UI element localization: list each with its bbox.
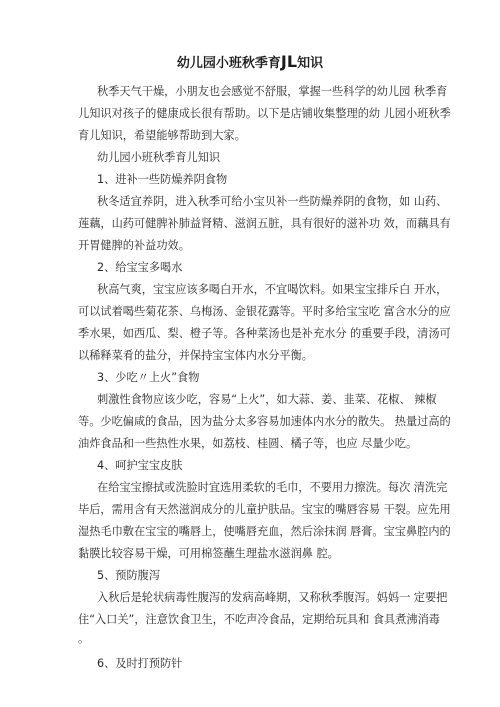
heading-3: 3、少吃〃上火”食物 xyxy=(97,371,200,384)
para-4-line-2: 毕后，需用含有天然滋润成分的儿童护肤品。宝宝的嘴唇容易 干裂。应先用 xyxy=(78,503,451,516)
para-1-line-3: 开胃健脾的补益功效。 xyxy=(78,239,190,252)
para-2-line-4: 以稀释菜肴的盐分，并保持宝宝体内水分平衡。 xyxy=(78,349,313,362)
para-2-line-3: 季水果，如西瓜、梨、橙子等。各种菜汤也是补充水分 的重要手段，清汤可 xyxy=(78,327,451,340)
para-4-line-3: 湿热毛巾敷在宝宝的嘴唇上，使嘴唇充血，然后涂抹润 唇膏。宝宝鼻腔内的 xyxy=(78,525,451,538)
para-4-line-4: 黏膜比较容易干燥，可用棉签蘸生理盐水滋润鼻 腔。 xyxy=(78,547,339,560)
para-5-line-1: 入秋后是轮状病毒性腹泻的发病高峰期，又称秋季腹泻。妈妈一 定要把 xyxy=(97,591,448,604)
heading-1: 1、进补一些防燥养阴食物 xyxy=(97,173,228,186)
intro-line-3: 育儿知识，希望能够帮助到大家。 xyxy=(78,129,246,142)
para-1-line-1: 秋冬适宜养阴，进入秋季可给小宝贝补一些防燥养阴的食物，如 山药、 xyxy=(97,195,448,208)
para-4-line-1: 在给宝宝擦拭或洗脸时宜选用柔软的毛巾，不要用力擦洗。每次 清洗完 xyxy=(97,481,448,494)
intro-line-1: 秋季天气干燥，小朋友也会感觉不舒服，掌握一些科学的幼儿园 秋季育 xyxy=(97,85,448,98)
para-2-line-1: 秋高气爽，宝宝应该多喝白开水，不宜喝饮料。如果宝宝排斥白 开水， xyxy=(97,283,448,296)
heading-4: 4、呵护宝宝皮肤 xyxy=(97,459,183,472)
para-3-line-2: 等。少吃偏咸的食品，因为盐分太多容易加速体内水分的散失。 热量过高的 xyxy=(78,415,451,428)
para-2-line-2: 可以试着喝些菊花茶、乌梅汤、金银花露等。平时多给宝宝吃 富含水分的应 xyxy=(78,305,451,318)
para-1-line-2: 莲藕，山药可健脾补肺益肾精、滋润五脏，具有很好的滋补功 效，而藕具有 xyxy=(78,217,451,230)
para-3-line-3: 油炸食品和一些热性水果，如荔枝、桂圆、橘子等，也应 尽量少吃。 xyxy=(78,437,418,450)
heading-5: 5、预防腹泻 xyxy=(97,569,161,582)
para-3-line-1: 刺激性食物应该少吃，容易“上火”，如大蒜、姜、韭菜、花椒、 辣椒 xyxy=(97,393,437,406)
para-5-line-3: 。 xyxy=(78,632,90,645)
para-5-line-2: 住“入口关”，注意饮食卫生，不吃声冷食品，定期给玩具和 食具煮沸消毒 xyxy=(78,613,440,626)
intro-line-2: 儿知识对孩子的健康成长很有帮助。以下是店铺收集整理的幼 儿园小班秋季 xyxy=(78,107,451,120)
heading-2: 2、给宝宝多喝水 xyxy=(97,261,183,274)
heading-6: 6、及时打预防针 xyxy=(97,657,183,670)
document-title: 幼儿园小班秋季育JL知识 xyxy=(176,52,324,71)
section-heading: 幼儿园小班秋季育儿知识 xyxy=(97,151,221,164)
